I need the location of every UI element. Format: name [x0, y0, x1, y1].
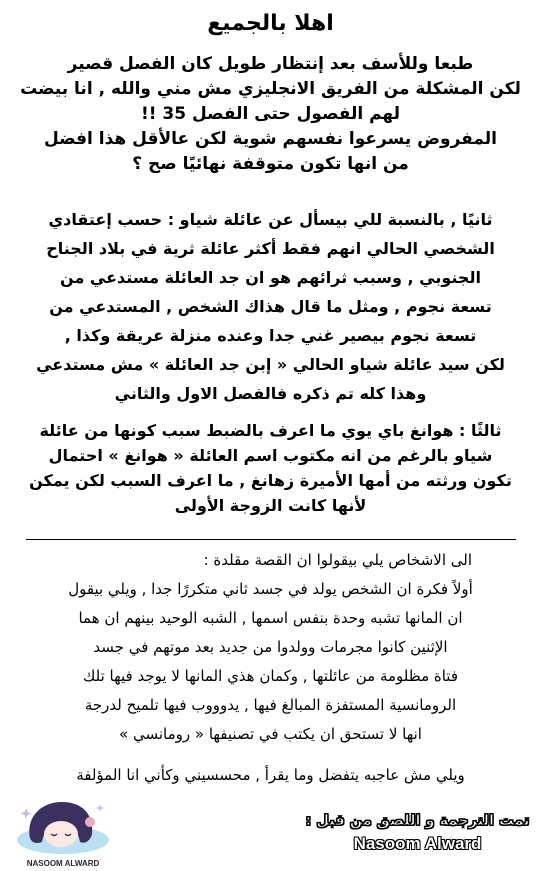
text-line: وهذا كله تم ذكره فالفصل الاول والثاني: [114, 384, 427, 403]
paragraph-chapter-delay: [14, 52, 527, 177]
logo-sparkle: [21, 808, 32, 819]
text-line: شياو بالرغم من انه مكتوب اسم العائلة « هوانغ » احتمال: [48, 446, 493, 465]
credit-name: Nasoom Alward: [353, 834, 482, 853]
paragraph-plagiarism-reply: [14, 546, 527, 749]
text-line: تسعة نجوم بيصير غني جدا وعنده منزلة عريقة وكذا ,: [64, 326, 477, 345]
text-line: انها لا تستحق ان يكتب في تصنيفها « رومانسي »: [119, 725, 422, 743]
page-title: اهلا بالجميع: [207, 11, 334, 36]
text-line: طبعا وللأسف بعد إنتظار طويل كان الفصل قصير: [67, 54, 474, 74]
text-line: الجنوبي , وسبب ثرائهم هو ان جد العائلة مستدعي من: [60, 268, 481, 287]
text-line: تكون ورثته من أمها الأميرة زهانغ , ما اعرف السبب لكن يمكن: [29, 471, 512, 490]
nasoom-alward-logo: [8, 792, 118, 870]
logo-text: NASOOM ALWARD: [26, 859, 100, 868]
text-line: ثالثًا : هوانغ باي يوي ما اعرف بالضبط سبب كونها من عائلة: [39, 421, 502, 440]
text-line: ان المانها تشبه وحدة بنفس اسمها , الشبه الوحيد بينهم ان هما: [78, 609, 463, 627]
logo-sparkle: [96, 804, 104, 812]
credit-label: تمت الترجمة و اللصق من قبل :: [305, 813, 530, 829]
logo-bow: [85, 817, 95, 827]
text-line: لكن سيد عائلة شياو الحالي « إبن جد العائلة » مش مستدعي: [36, 355, 505, 374]
text-line: الرومانسية المستفزة المبالغ فيها , يدوووب فيها تلميح لدرجة: [84, 696, 457, 714]
text-line: فتاة مظلومة من عائلتها , وكمان هذي المانها لا يوجد فيها تلك: [83, 667, 458, 685]
text-line: لهم الفصول حتى الفصل 35 !!: [140, 104, 401, 124]
text-line: الشخصي الحالي انهم فقط أكثر عائلة ثرية في بلاد الجناح: [46, 239, 495, 258]
text-line: لكن المشكلة من الفريق الانجليزي مش مني والله , انا بيضت: [20, 79, 521, 99]
paragraph-closing: [14, 762, 527, 788]
text-line: تسعة نجوم , ومثل ما قال هذاك الشخص , المستدعي من: [49, 297, 492, 316]
paragraph-xiao-family: [14, 205, 527, 408]
translator-credit: [305, 810, 530, 856]
text-line: ثانيًا , بالنسبة للي بيسأل عن عائلة شياو : حسب إعتقادي: [48, 210, 493, 229]
text-line: المفروض يسرعوا نفسهم شوية لكن عالأقل هذا افضل: [43, 129, 498, 149]
text-line: لأنها كانت الزوجة الأولى: [174, 496, 367, 515]
paragraph-huang-bai-yue: [14, 418, 527, 518]
text-line: من انها تكون متوقفة نهائيًا صح ؟: [132, 154, 409, 174]
divider-line: [26, 539, 516, 540]
text-line: الى الاشخاص يلي بيقولوا ان القصة مقلدة :: [203, 551, 472, 569]
logo-face: [44, 821, 78, 847]
text-line: أولاً فكرة ان الشخص يولد في جسد ثاني متكررًا جدا , ويلي بيقول: [68, 580, 473, 598]
text-line: الإثنين كانوا مجرمات وولدوا من جديد بعد موتهم في جسد: [93, 638, 448, 656]
text-line: ويلي مش عاجبه يتفضل وما يقرأ , محسسيني وكأني انا المؤلفة: [76, 766, 465, 784]
